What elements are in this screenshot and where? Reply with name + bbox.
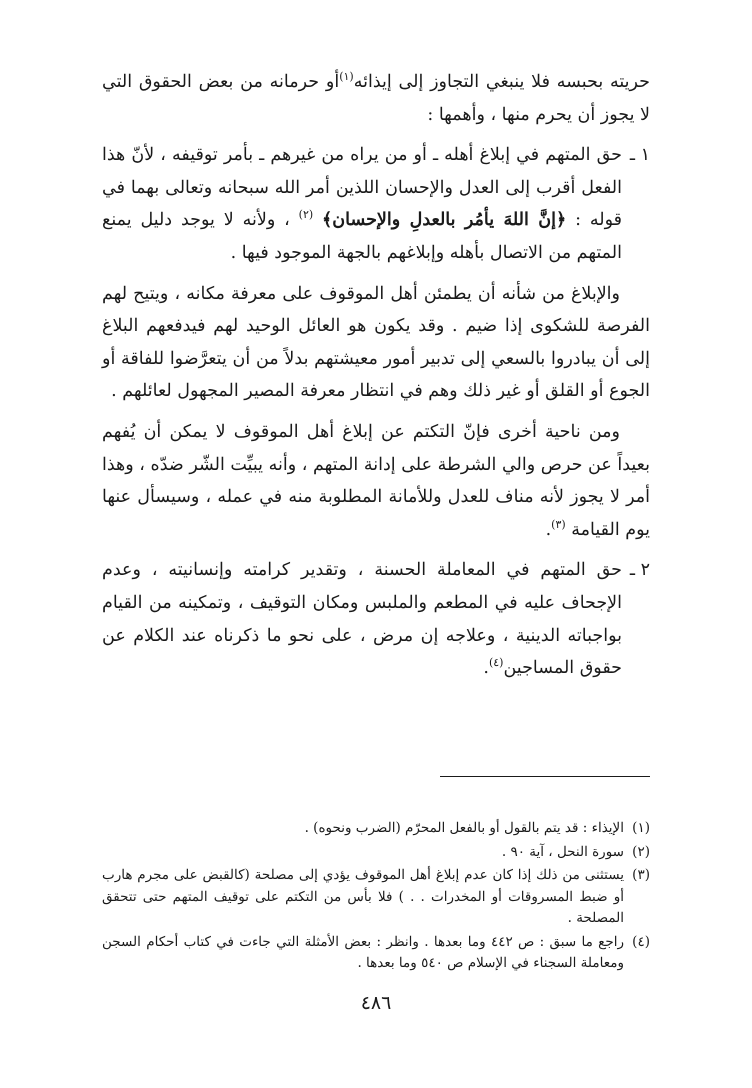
footnote	[102, 932, 650, 975]
footnote	[102, 818, 650, 840]
footnote-number: (٣)	[632, 867, 650, 883]
list-item-number: ١ ـ	[629, 145, 650, 166]
page-number: ٤٨٦	[360, 992, 392, 1014]
footnote-text: راجع ما سبق : ص ٤٤٢ وما بعدها . وانظر : بعض الأمثلة التي جاءت في كتاب أحكام السجن ومعاملة السجناء في الإسلام ص ٥٤٠ وما بعدها .	[102, 933, 624, 971]
paragraph-notification: والإبلاغ من شأنه أن يطمئن أهل الموقوف على معرفة مكانه ، ويتيح لهم الفرصة للشكوى إذا ضيم . وقد يكون هو العائل الوحيد لهم فيدفعهم البلاغ إلى أن يبادروا بالسعي إلى تدبير أمور معيشتهم بدلاً من أن يتعرَّضوا للفاقة أو الجوع أو القلق أو غير ذلك وهم في انتظار معرفة المصير المجهول لعائلهم .	[102, 283, 650, 402]
quran-verse: ﴿إنَّ اللهَ يأمُر بالعدلِ والإحسان﴾	[322, 210, 567, 231]
item1-text-b: ، ولأنه لا يوجد دليل يمنع المتهم من الاتصال بأهله وإبلاغهم بالجهة الموجود فيها .	[102, 210, 622, 263]
footnote-number: (٢)	[632, 843, 650, 860]
intro-text-continued: أو حرمانه من بعض الحقوق التي لا يجوز أن يحرم منها ، وأهمها :	[102, 72, 650, 125]
footnote-text: الإيذاء : قد يتم بالقول أو بالفعل المحرّم (الضرب ونحوه) .	[304, 820, 624, 836]
footnote-ref-4: (٤)	[488, 656, 504, 670]
footnote-text: يستثنى من ذلك إذا كان عدم إبلاغ أهل الموقوف يؤدي إلى مصلحة (كالقبض على مجرم هارب أو ضبط المسروقات أو المخدرات . . ) فلا بأس من التكتم على توقيف المتهم حتى تتحقق المصلحة .	[102, 867, 624, 926]
item2-end: .	[483, 658, 489, 679]
main-text	[102, 66, 650, 685]
footnote-number: (١)	[632, 820, 650, 836]
footnote	[102, 865, 650, 930]
p3-end: .	[545, 519, 552, 540]
footnote-ref-3: (٣)	[551, 517, 566, 531]
list-item-text	[102, 139, 622, 269]
list-item-1	[102, 139, 650, 269]
footnote-ref-2: (٢)	[298, 208, 314, 222]
list-item-number: ٢ ـ	[629, 560, 650, 581]
item1-text-a: حق المتهم في إبلاغ أهله ـ أو من يراه من غيرهم ـ بأمر توقيفه ، لأنّ هذا الفعل أقرب إلى العدل والإحسان اللذين أمر الله سبحانه وتعالى بهما في قوله :	[102, 145, 622, 231]
list-item-2	[102, 554, 650, 684]
paragraph-concealment	[102, 416, 650, 546]
list-item-text	[102, 554, 622, 684]
intro-text: حريته بحبسه فلا ينبغي التجاوز إلى إيذائه	[353, 72, 650, 92]
footnote-text: سورة النحل ، آية ٩٠ .	[501, 843, 624, 860]
footnote-separator	[440, 776, 650, 777]
footnote	[102, 842, 650, 864]
footnotes	[102, 818, 650, 977]
footnote-number: (٤)	[632, 933, 650, 950]
item2-text: حق المتهم في المعاملة الحسنة ، وتقدير كرامته وإنسانيته ، وعدم الإجحاف عليه في المطعم والملبس ومكان التوقيف ، وتمكينه من القيام بواجباته الدينية ، وعلاجه إن مرض ، على نحو ما ذكرناه عند الكلام عن حقوق المساجين	[102, 560, 622, 679]
intro-paragraph	[102, 66, 650, 131]
footnote-ref-1: (١)	[339, 70, 354, 84]
p3-text: ومن ناحية أخرى فإنّ التكتم عن إبلاغ أهل الموقوف لا يمكن أن يُفهم بعيداً عن حرص والي الشرطة على إدانة المتهم ، وأنه يبيِّت الشّر ضدّه ، وهذا أمر لا يجوز لأنه مناف للعدل وللأمانة المطلوبة منه في عمله ، وسيسأل عنها يوم القيامة	[102, 421, 650, 540]
page-body	[102, 66, 650, 693]
